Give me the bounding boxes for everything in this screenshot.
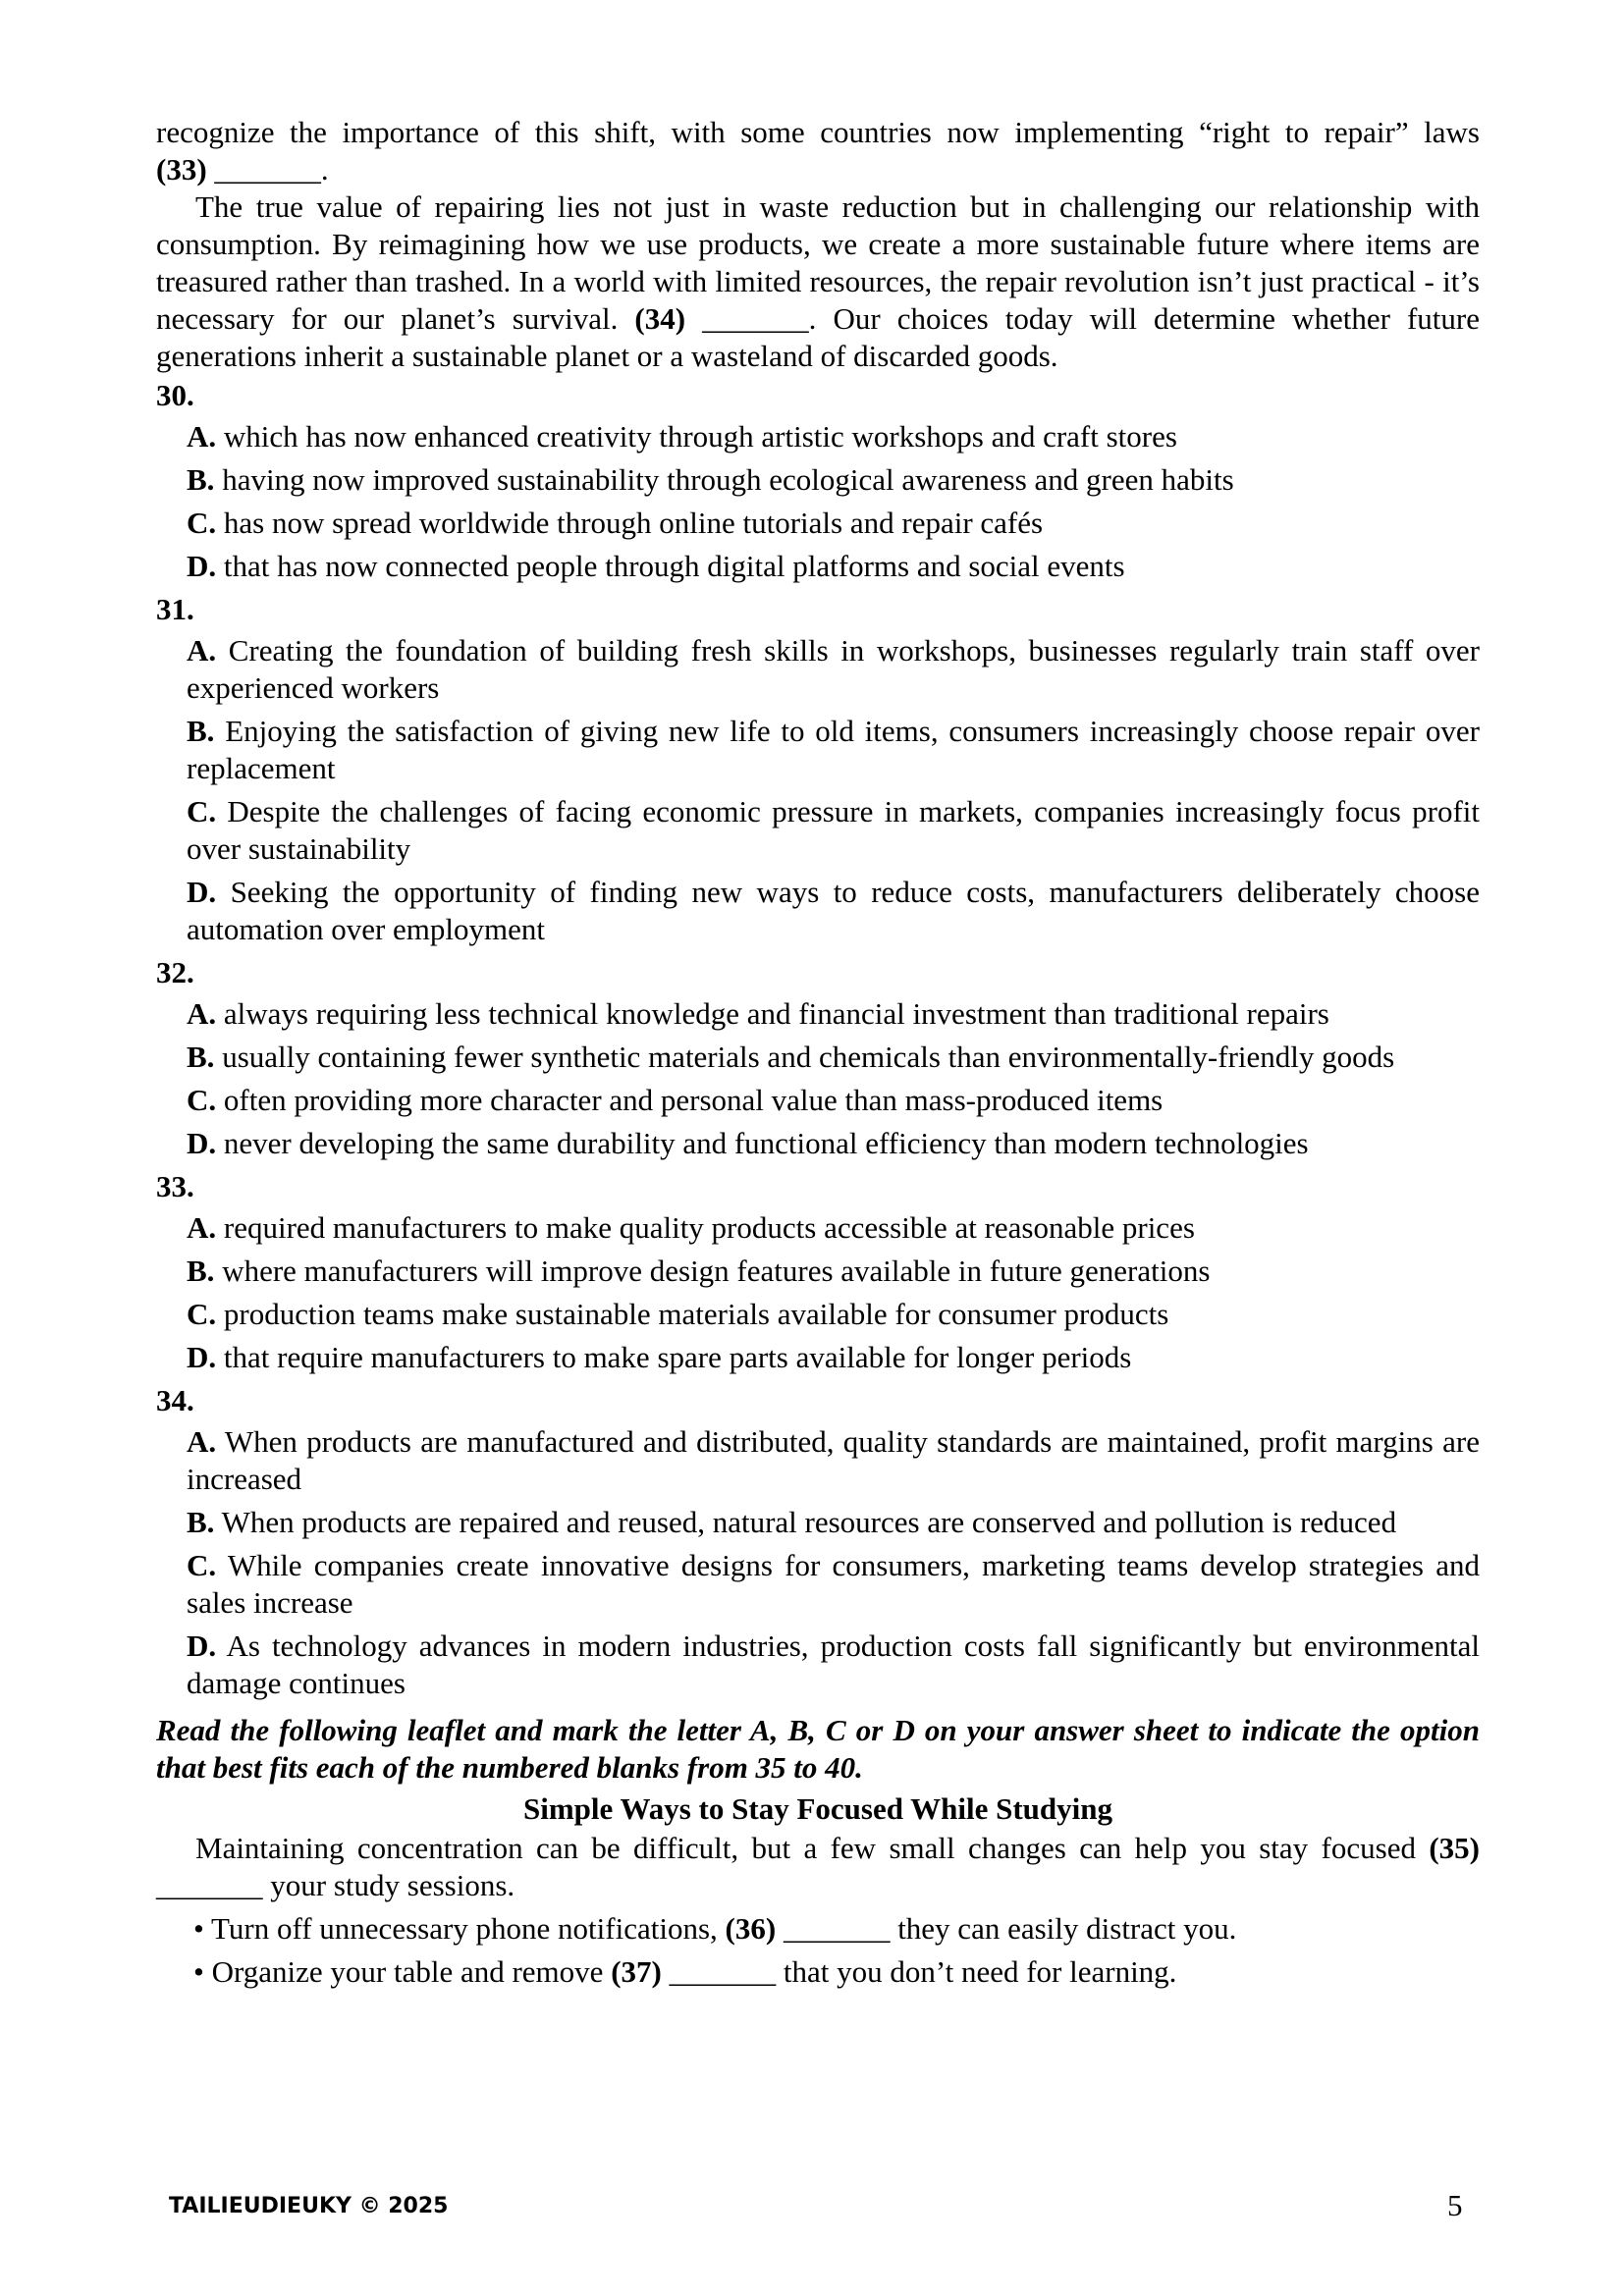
option-letter: A. bbox=[187, 1424, 217, 1459]
blank-35-number: (35) bbox=[1429, 1831, 1480, 1865]
option-a bbox=[187, 995, 1480, 1033]
option-a bbox=[187, 418, 1480, 455]
option-letter: C. bbox=[187, 1297, 217, 1331]
option-letter: A. bbox=[187, 633, 217, 667]
blank-33-rest: _______. bbox=[206, 152, 329, 187]
option-text: usually containing fewer synthetic materials and chemicals than environmentally-friendly goods bbox=[214, 1040, 1395, 1074]
document-page bbox=[156, 114, 1480, 1991]
paragraph-text-a: The true value of repairing lies not just in waste reduction but in challenging our relationship with consumption. By reimagining how we use products, we create a more sustainable future where items are treasured rather than trashed. In a world with limited resources, the repair revolution isn’t just practical - it’s necessary for our planet’s survival. bbox=[156, 189, 1480, 336]
leaflet-bullet bbox=[193, 1953, 1480, 1991]
option-b bbox=[187, 461, 1480, 499]
option-letter: B. bbox=[187, 1040, 215, 1074]
option-text: that has now connected people through digital platforms and social events bbox=[216, 549, 1125, 583]
option-text: production teams make sustainable materials available for consumer products bbox=[216, 1297, 1169, 1331]
question-number: 33. bbox=[156, 1169, 194, 1203]
question-32 bbox=[156, 954, 1480, 1162]
passage-line: recognize the importance of this shift, with some countries now implementing “right to repair” laws bbox=[156, 115, 1480, 149]
option-letter: A. bbox=[187, 996, 217, 1031]
paragraph-text-b: _______. Our choices today will determine whether future generations inherit a sustainable planet or a wasteland of discarded goods. bbox=[156, 301, 1480, 373]
intro-text-a: Maintaining concentration can be difficult, but a few small changes can help you stay focused bbox=[195, 1831, 1430, 1865]
question-31 bbox=[156, 591, 1480, 948]
option-text: required manufacturers to make quality products accessible at reasonable prices bbox=[216, 1210, 1195, 1245]
bullet-text-b: _______ that you don’t need for learning. bbox=[661, 1954, 1177, 1989]
option-b bbox=[187, 1039, 1480, 1076]
option-d bbox=[187, 1125, 1480, 1162]
option-letter: A. bbox=[187, 1210, 217, 1245]
option-text: When products are repaired and reused, natural resources are conserved and pollution is reduced bbox=[214, 1505, 1397, 1539]
option-c bbox=[187, 505, 1480, 542]
option-b bbox=[187, 713, 1480, 787]
section-instruction: Read the following leaflet and mark the letter A, B, C or D on your answer sheet to indicate the option that best fits each of the numbered blanks from 35 to 40. bbox=[156, 1713, 1480, 1785]
option-text: Despite the challenges of facing economic pressure in markets, companies increasingly focus profit over sustainability bbox=[187, 794, 1480, 866]
option-letter: C. bbox=[187, 1548, 217, 1582]
blank-34-number: (34) bbox=[634, 301, 686, 336]
option-d bbox=[187, 1339, 1480, 1376]
footer-brand: TAILIEUDIEUKY © 2025 bbox=[169, 2194, 449, 2218]
blank-36-number: (36) bbox=[725, 1911, 777, 1946]
option-c bbox=[187, 1547, 1480, 1622]
option-text: having now improved sustainability through ecological awareness and green habits bbox=[214, 462, 1234, 497]
option-text: which has now enhanced creativity through artistic workshops and craft stores bbox=[216, 419, 1177, 454]
option-text: When products are manufactured and distributed, quality standards are maintained, profit margins are increased bbox=[187, 1424, 1480, 1496]
option-letter: B. bbox=[187, 1254, 215, 1288]
question-number: 31. bbox=[156, 592, 194, 626]
bullet-text-b: _______ they can easily distract you. bbox=[776, 1911, 1237, 1946]
passage-paragraph bbox=[156, 188, 1480, 375]
option-letter: D. bbox=[187, 1126, 217, 1160]
option-text: has now spread worldwide through online tutorials and repair cafés bbox=[216, 506, 1044, 540]
question-34 bbox=[156, 1382, 1480, 1702]
page-number: 5 bbox=[1447, 2188, 1463, 2222]
option-b bbox=[187, 1504, 1480, 1541]
option-c bbox=[187, 1296, 1480, 1333]
leaflet-bullet bbox=[193, 1910, 1480, 1948]
option-letter: D. bbox=[187, 1340, 217, 1374]
option-text: As technology advances in modern industries, production costs fall significantly but environmental damage continues bbox=[187, 1629, 1480, 1700]
bullet-text-a: • Turn off unnecessary phone notifications, bbox=[193, 1911, 726, 1946]
option-c bbox=[187, 793, 1480, 868]
question-number: 34. bbox=[156, 1383, 194, 1417]
option-letter: C. bbox=[187, 794, 217, 828]
option-d bbox=[187, 874, 1480, 948]
option-d bbox=[187, 1628, 1480, 1702]
option-text: where manufacturers will improve design features available in future generations bbox=[214, 1254, 1211, 1288]
option-text: Seeking the opportunity of finding new ways to reduce costs, manufacturers deliberately choose automation over employment bbox=[187, 875, 1480, 946]
option-letter: D. bbox=[187, 549, 217, 583]
bullet-text-a: • Organize your table and remove bbox=[193, 1954, 612, 1989]
leaflet-intro bbox=[156, 1830, 1480, 1904]
option-a bbox=[187, 632, 1480, 707]
option-d bbox=[187, 548, 1480, 585]
option-text: Creating the foundation of building fresh skills in workshops, businesses regularly train staff over experienced workers bbox=[187, 633, 1480, 705]
option-letter: A. bbox=[187, 419, 217, 454]
option-letter: B. bbox=[187, 714, 215, 748]
option-a bbox=[187, 1423, 1480, 1498]
question-number: 30. bbox=[156, 378, 194, 412]
question-30 bbox=[156, 377, 1480, 585]
blank-33-line bbox=[156, 151, 1480, 188]
option-letter: C. bbox=[187, 506, 217, 540]
option-text: Enjoying the satisfaction of giving new life to old items, consumers increasingly choose repair over replacement bbox=[187, 714, 1480, 785]
option-text: While companies create innovative designs for consumers, marketing teams develop strategies and sales increase bbox=[187, 1548, 1480, 1620]
option-letter: B. bbox=[187, 1505, 215, 1539]
option-letter: D. bbox=[187, 1629, 217, 1663]
option-text: that require manufacturers to make spare parts available for longer periods bbox=[216, 1340, 1132, 1374]
option-c bbox=[187, 1082, 1480, 1119]
leaflet-title: Simple Ways to Stay Focused While Studying bbox=[522, 1791, 1113, 1826]
blank-33-number: (33) bbox=[156, 152, 207, 187]
question-number: 32. bbox=[156, 955, 194, 989]
option-b bbox=[187, 1253, 1480, 1290]
option-letter: D. bbox=[187, 875, 217, 909]
question-33 bbox=[156, 1168, 1480, 1376]
option-letter: B. bbox=[187, 462, 215, 497]
intro-text-b: _______ your study sessions. bbox=[156, 1868, 515, 1902]
option-text: often providing more character and personal value than mass-produced items bbox=[216, 1083, 1164, 1117]
option-text: always requiring less technical knowledge and financial investment than traditional repairs bbox=[216, 996, 1329, 1031]
option-text: never developing the same durability and functional efficiency than modern technologies bbox=[216, 1126, 1309, 1160]
blank-37-number: (37) bbox=[611, 1954, 662, 1989]
option-letter: C. bbox=[187, 1083, 217, 1117]
option-a bbox=[187, 1209, 1480, 1247]
